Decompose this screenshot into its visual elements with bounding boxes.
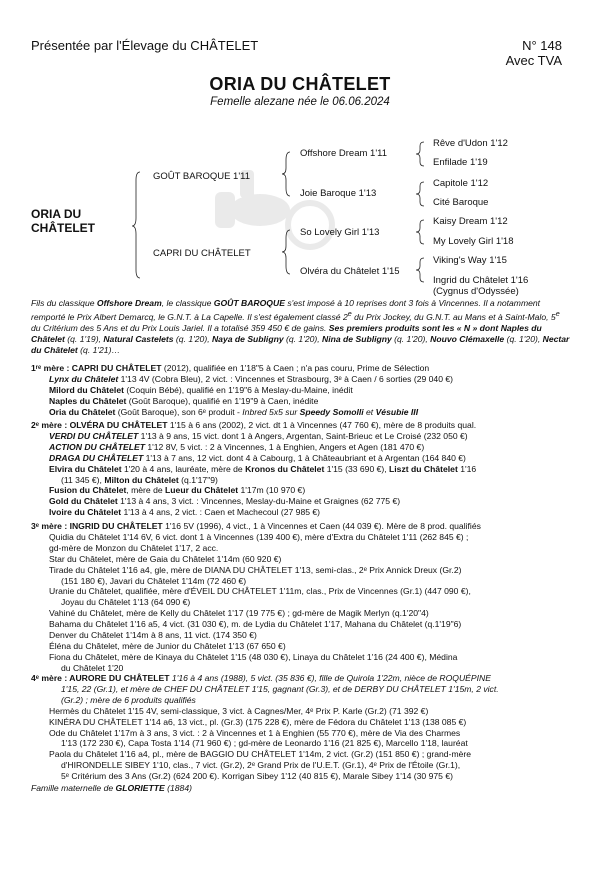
produce-line: Éléna du Châtelet, mère de Junior du Châtelet 1'13 (67 650 €) [49,640,286,651]
inbred-text: et [363,406,376,417]
fourth-dam-section [31,673,571,782]
pedigree-sire-dam: Joie Baroque 1'13 [300,188,377,199]
produce-line: Fiona du Châtelet, mère de Kinaya du Châtelet 1'15 (48 030 €), Linaya du Châtelet 1'16 (24 400 €), Médina [49,651,458,662]
inbred-horse: Speedy Somolli [299,406,364,417]
produce-line: 5ᵉ Critérium des 3 Ans (Gr.2) (624 200 €). Korrigan Sibey 1'12 (40 815 €), Marale Sibey 1'14 (30 975 €) [61,771,453,782]
intro-horse: Naya de Subligny [211,333,284,344]
pedigree-sss: Rêve d'Udon 1'12 [433,138,508,149]
pedigree-sire: GOÛT BAROQUE 1'11 [153,171,251,182]
first-dam-text: (2012), qualifiée en 1'18"5 à Caen ; n'a pas couru, Prime de Sélection [161,363,430,373]
produce-line: Uranie du Châtelet, qualifiée, mère d'ÉVEIL DU CHÂTELET 1'11m, clas., Prix de Vincennes (Gr.1) (447 090 €), [49,586,471,597]
page-title: ORIA DU CHÂTELET [209,74,391,94]
pedigree-ddd-line2: (Cygnus d'Odyssée) [433,286,519,297]
produce-line: Star du Châtelet, mère de Gaia du Châtelet 1'14m (60 920 €) [49,553,282,564]
produce-text: 1'13 à 7 ans, 12 vict. dont 4 à Cabourg, 1 à Châteaubriant et à Argentan (164 840 €) [143,452,466,463]
produce-text: (Goût Baroque), son 6ᵉ produit - [115,406,243,417]
produce-text: 1'12 8V, 5 vict. : 2 à Vincennes, 1 à Enghien, Angers et Agen (181 470 €) [144,441,425,452]
produce-name: Liszt du Châtelet [389,463,458,474]
produce-name: Naples du Châtelet [49,395,127,406]
produce-line: Ode du Châtelet 1'17m à 3 ans, 3 vict. : 2 à Vincennes et 1 à Enghien (55 770 €), mère de Via des Charmes [49,727,461,738]
first-dam-label: 1ʳᵉ mère : CAPRI DU CHÂTELET [31,363,162,373]
third-dam-section [31,521,571,674]
produce-name: Fusion du Châtelet [49,485,127,496]
intro-sup: e [347,310,352,318]
produce-line: du Châtelet 1'20 [61,662,124,673]
produce-line: Denver du Châtelet 1'14m à 8 ans, 11 vict. (174 350 €) [49,630,257,641]
produce-text: 1'15 (33 690 €), [324,463,390,474]
intro-text: (q. 1'20), [504,333,543,344]
produce-text: , mère de [126,485,166,496]
produce-line: KINÉRA DU CHÂTELET 1'14 a6, 13 vict., pl. (Gr.3) (175 228 €), mère de Fédora du Châtelet 1'13 (138 085 €) [49,716,467,727]
pedigree-dds: Viking's Way 1'15 [433,255,507,266]
produce-text: (11 345 €), [61,474,105,485]
intro-text: du Prix Jockey, du G.N.T. au Mans et à Saint-Malo, 5 [351,311,556,322]
produce-name: Elvira du Châtelet [49,463,122,474]
produce-line: (Gr.2) ; mère de 6 produits qualifiés [61,694,196,705]
intro-text: du Critérium des 5 Ans et du Prix Louis Jariel. Il a totalisé 359 450 € de gains. [31,322,329,333]
produce-name: Milord du Châtelet [49,384,124,395]
produce-name: Oria du Châtelet [49,406,116,417]
intro-text: (q. 1'21)… [77,344,121,355]
lot-number: N° 148 [522,38,562,53]
pedigree-ddd [433,275,528,297]
first-dam-section [31,363,571,418]
produce-text: (q.1'17"9) [178,474,218,485]
produce-name: Ivoire du Châtelet [49,507,122,518]
produce-line: Vahiné du Châtelet, mère de Kelly du Châtelet 1'17 (19 775 €) ; gd-mère de Magik Merlyn (q.1'20"4) [49,608,429,619]
produce-line: d'HIRONDELLE SIBEY 1'10, clas., 7 vict. (Gr.2), 2ᵉ Grand Prix de l'U.E.T. (Gr.1), 4ᵉ Prix de l'Étoile (Gr.1), [61,760,461,771]
produce-text: 1'13 4V (Cobra Bleu), 2 vict. : Vincennes et Strasbourg, 3ᵉ à Caen / 6 sorties (29 040 €) [118,373,454,384]
pedigree-dam: CAPRI DU CHÂTELET [153,248,251,259]
intro-text: (q. 1'19), [64,333,104,344]
pedigree-dam-sire: So Lovely Girl 1'13 [300,227,380,238]
produce-name: Lueur du Châtelet [165,485,239,496]
produce-name: Gold du Châtelet [49,496,118,507]
produce-text: 1'20 à 4 ans, lauréate, mère de [121,463,246,474]
produce-line: Quidia du Châtelet 1'14 6V, 6 vict. dont 1 à Vincennes (139 400 €), mère d'Extra du Châtelet 1'11 (262 845 €) ; [49,531,469,542]
intro-text: s'est imposé à 10 reprises dont 3 fois à Vincennes. Il a notamment remporté le Prix Albert Demarcq, le G.N.T. à La Capelle. Il s'est également classé 2 [31,298,541,322]
produce-line: (151 180 €), Javari du Châtelet 1'14m (72 460 €) [61,575,247,586]
intro-horse: GOÛT BAROQUE [213,298,285,308]
pedigree-sdd: Cité Baroque [433,197,489,208]
sire-description [31,298,571,356]
produce-text: 1'13 à 4 ans, 3 vict. : Vincennes, Meslay-du-Maine et Graignes (62 775 €) [117,496,401,507]
intro-text: (q. 1'20), [173,333,212,344]
vat-text: Avec TVA [505,53,562,68]
intro-horse: Nouvo Clémaxelle [430,333,505,344]
pedigree-dss: Kaisy Dream 1'12 [433,216,508,227]
produce-line: Joyau du Châtelet 1'13 (64 090 €) [61,597,191,608]
pedigree-ssd: Enfilade 1'19 [433,157,488,168]
produce-line: Hermès du Châtelet 1'15 4V, semi-classique, 3 vict. à Cagnes/Mer, 4ᵉ Prix P. Karle (Gr.2) (71 392 €) [49,705,429,716]
intro-text: (q. 1'20), [391,333,431,344]
produce-name: Kronos du Châtelet [245,463,325,474]
produce-text: 1'13 à 9 ans, 15 vict. dont 1 à Angers, Argentan, Saint-Brieuc et Le Croisé (232 050 €) [138,430,468,441]
produce-line: 1'15, 22 (Gr.1), et mère de CHEF DU CHÂTELET 1'15, gagnant (Gr.3), et de DERBY DU CHÂTELET 1'15m, 2 vict. [61,683,499,694]
second-dam-label: 2ᵉ mère : OLVÉRA DU CHÂTELET [31,420,168,430]
produce-name: Milton du Châtelet [104,474,179,485]
produce-line: Bahama du Châtelet 1'16 a5, 4 vict. (31 030 €), m. de Lydia du Châtelet 1'17, Mahana du Châtelet (q.1'19"6) [49,619,462,630]
subject-name-line1: ORIA DU [31,207,82,221]
produce-line: 1'13 (172 230 €), Capa Tosta 1'14 (71 960 €) ; gd-mère de Leonardo 1'16 (21 825 €), Marcello 1'18, lauréat [61,738,468,749]
intro-text: (q. 1'20), [283,333,323,344]
intro-horse: Offshore Dream [96,298,162,308]
family-text: (1884) [164,783,192,793]
produce-text: 1'17m (10 970 €) [238,485,306,496]
produce-text: (Goût Baroque), qualifié en 1'19"9 à Caen, inédite [126,395,319,406]
family-name: GLORIETTE [115,783,165,793]
presenter-text: Présentée par l'Élevage du CHÂTELET [31,38,259,53]
intro-sup: e [555,310,560,318]
intro-horse: Nectar du Châtelet [31,333,570,355]
second-dam-section [31,420,571,518]
pedigree-sire-sire: Offshore Dream 1'11 [300,148,388,159]
fourth-dam-label: 4ᵉ mère : AURORE DU CHÂTELET [31,673,170,683]
intro-bold: Ses premiers produits sont les « N » dont [328,322,501,333]
produce-name: Lynx du Châtelet [49,373,119,384]
third-dam-label: 3ᵉ mère : INGRID DU CHÂTELET [31,521,163,531]
intro-text: Fils du classique [31,298,97,308]
inbred-text: Inbred 5x5 sur [242,406,300,417]
produce-text: 1'16 [457,463,477,474]
second-dam-text: 1'15 à 6 ans (2002), 2 vict. dt 1 à Vincennes (47 760 €), mère de 8 produits qual. [167,420,477,430]
horse-description: Femelle alezane née le 06.06.2024 [210,96,390,108]
produce-text: (Coquin Bébé), qualifié en 1'19"6 à Meslay-du-Maine, inédit [123,384,353,395]
pedigree-dsd: My Lovely Girl 1'18 [433,236,514,247]
produce-line: Tirade du Châtelet 1'16 a4, gle, mère de DIANA DU CHÂTELET 1'13, semi-clas., 2ᵉ Prix Annick Dreux (Gr.2) [49,564,462,575]
pedigree-subject [31,207,95,235]
produce-line: gd-mère de Monzon du Châtelet 1'17, 2 acc. [49,542,219,553]
subject-name-line2: CHÂTELET [31,221,95,235]
pedigree-dam-dam: Olvéra du Châtelet 1'15 [300,266,400,277]
pedigree-sds: Capitole 1'12 [433,178,489,189]
fourth-dam-text: 1'16 à 4 ans (1988), 5 vict. (35 836 €), fille de Quirola 1'22m, nièce de ROQUÉPINE [169,673,491,683]
intro-text: , le classique [161,298,214,308]
produce-text: 1'13 à 4 ans, 2 vict. : Caen et Machecoul (27 985 €) [121,507,321,518]
maternal-family [31,783,192,793]
produce-name: ACTION DU CHÂTELET [49,441,145,452]
produce-name: VERDI DU CHÂTELET [49,430,139,441]
produce-line: Paola du Châtelet 1'16 a4, pl., mère de BAGGIO DU CHÂTELET 1'14m, 2 vict. (Gr.2) (151 850 €) ; grand-mère [49,749,472,760]
family-text: Famille maternelle de [31,783,116,793]
intro-horse: Natural Castelets [103,333,174,344]
intro-horse: Nina de Subligny [322,333,392,344]
produce-name: DRAGA DU CHÂTELET [49,452,144,463]
third-dam-text: 1'16 5V (1996), 4 vict., 1 à Vincennes et Caen (44 039 €). Mère de 8 prod. qualifiés [162,521,481,531]
pedigree-ddd-line1: Ingrid du Châtelet 1'16 [433,275,529,286]
inbred-horse: Vésubie III [375,406,419,417]
intro-horse: Naples du Châtelet [31,322,542,344]
